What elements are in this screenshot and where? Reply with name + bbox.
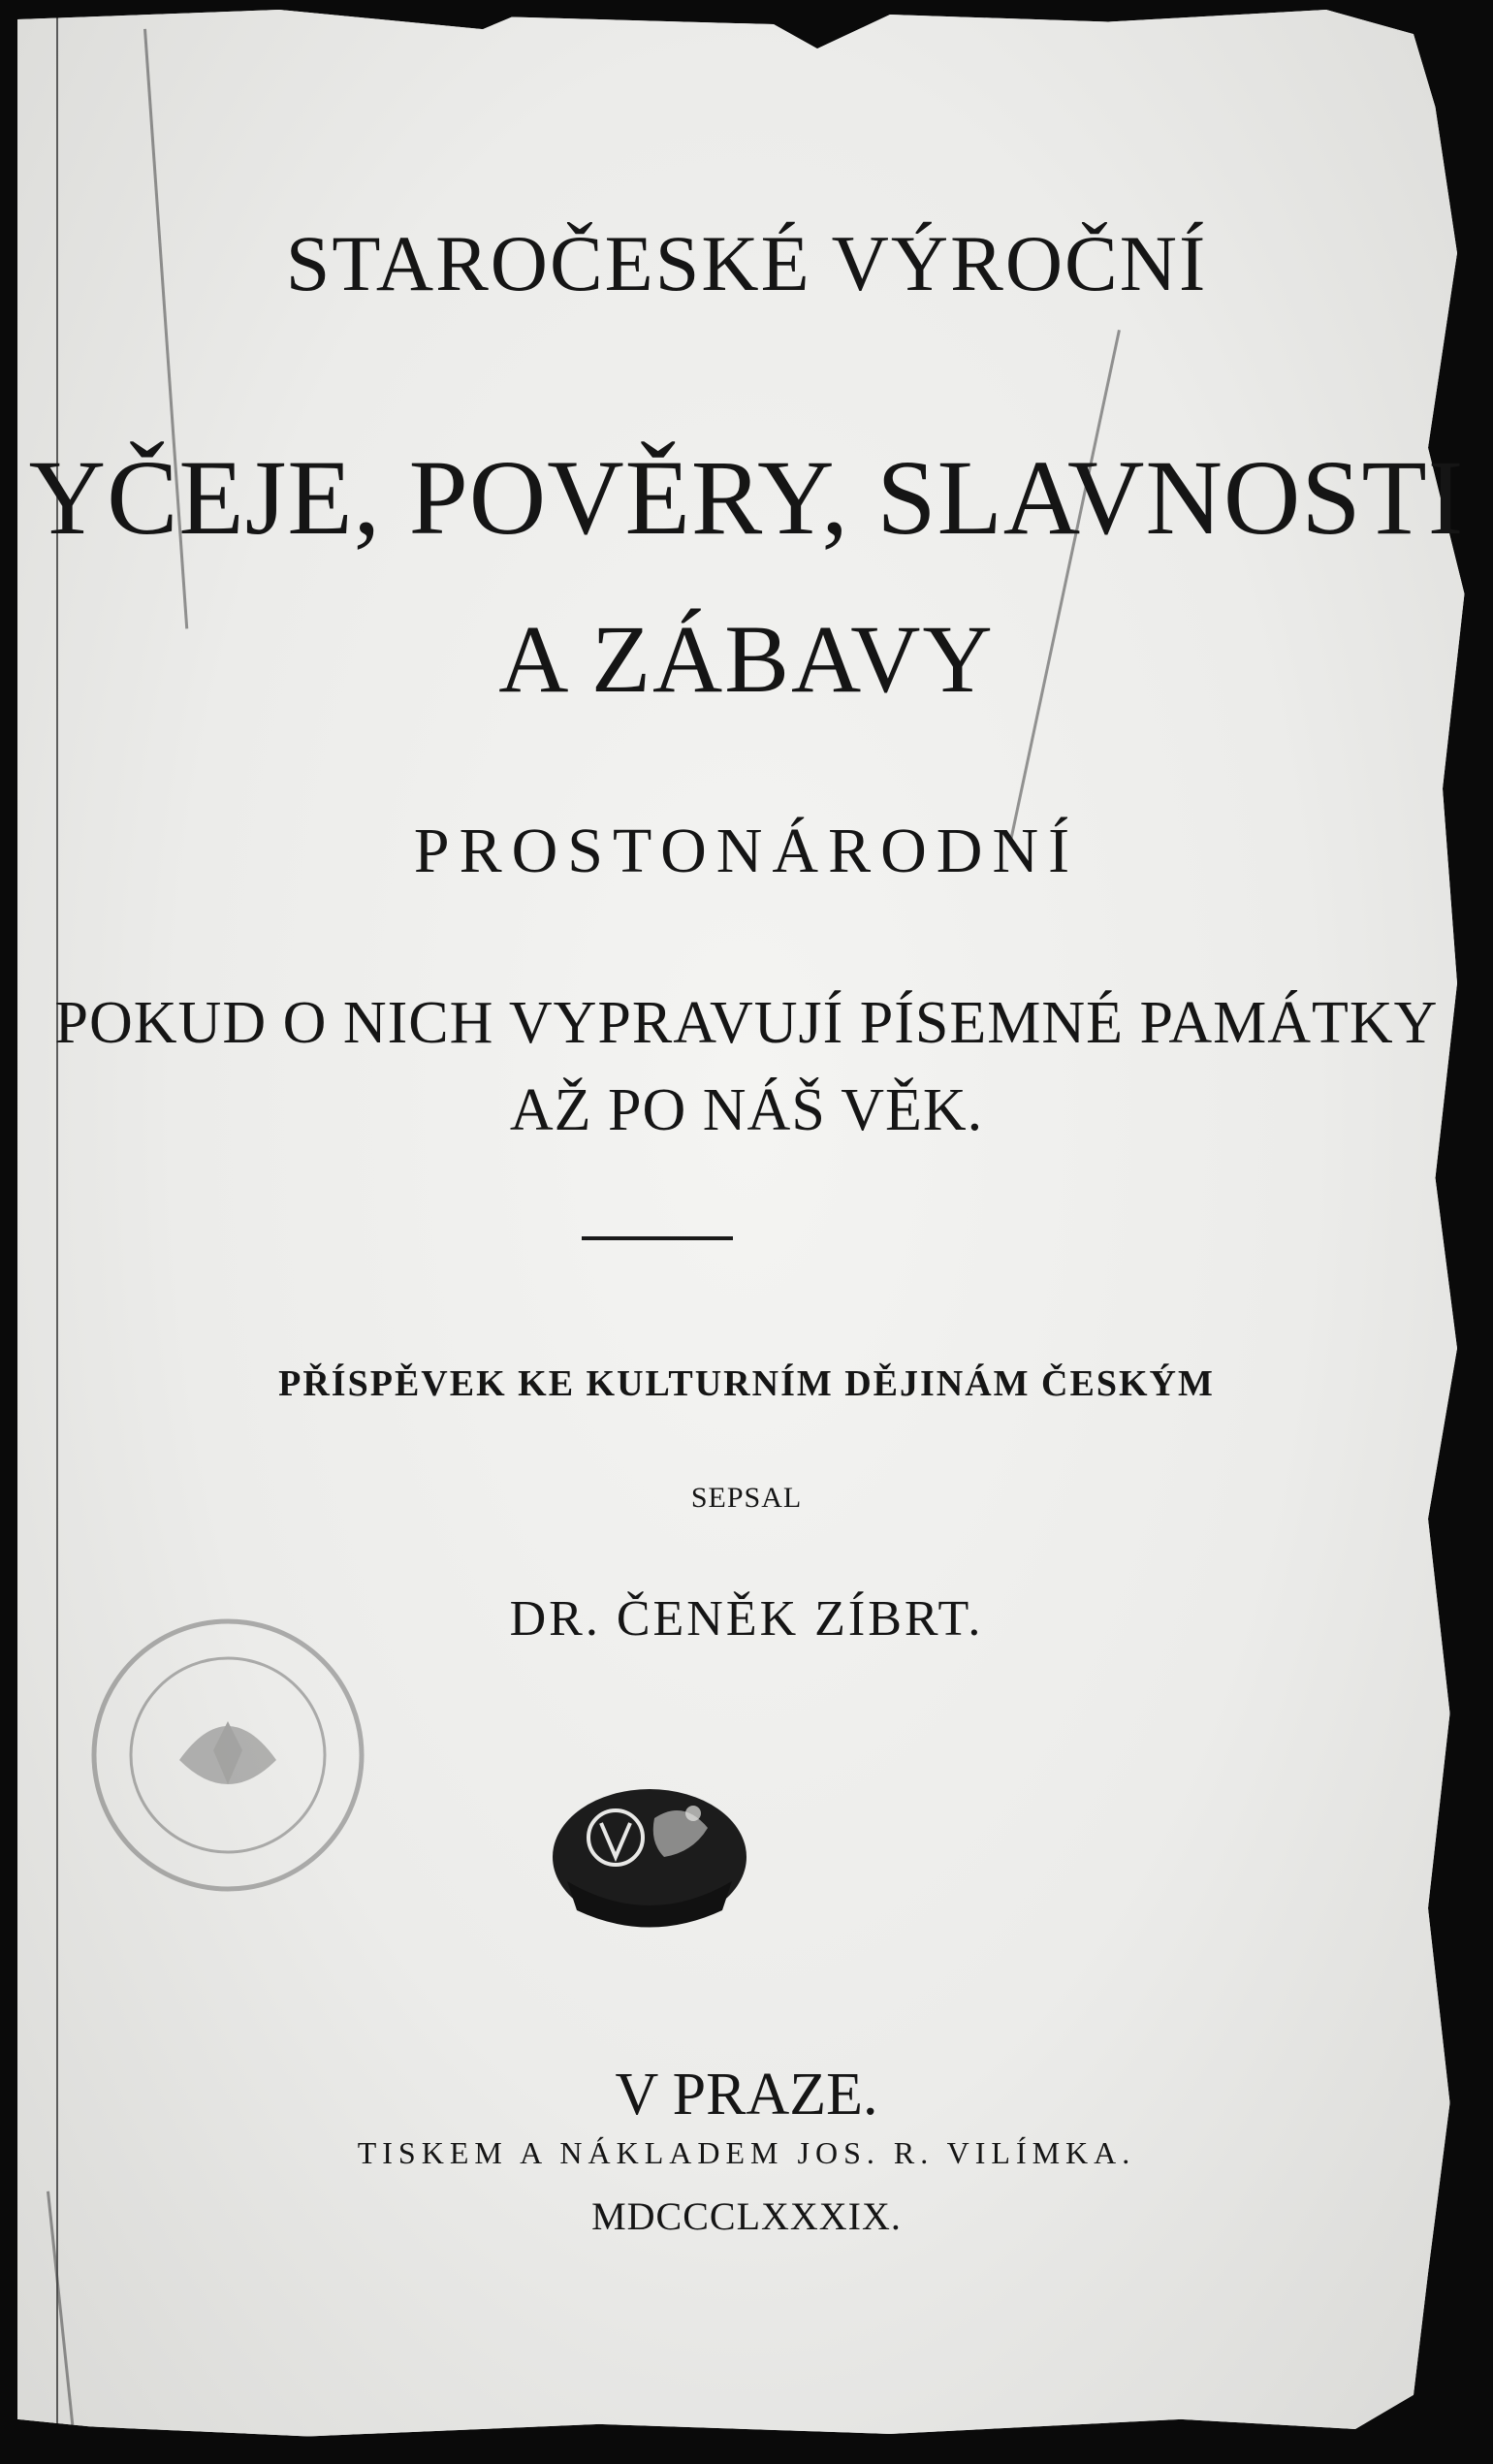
title-line-4: PROSTONÁRODNÍ [413, 816, 1080, 886]
subtitle-line-1: POKUD O NICH VYPRAVUJÍ PÍSEMNÉ PAMÁTKY [54, 990, 1439, 1056]
title-line-1: STAROČESKÉ VÝROČNÍ [285, 219, 1208, 307]
imprint-printer: TISKEM A NÁKLADEM JOS. R. VILÍMKA. [357, 2135, 1136, 2170]
contribution-line: PŘÍSPĚVEK KE KULTURNÍM DĚJINÁM ČESKÝM [278, 1363, 1215, 1404]
sepsal-label: SEPSAL [690, 1482, 803, 1514]
imprint-year: MDCCCLXXXIX. [591, 2194, 902, 2238]
title-line-3: A ZÁBAVY [498, 605, 995, 713]
divider-rule [582, 1236, 733, 1240]
library-stamp-icon [87, 1615, 368, 1896]
imprint-city: V PRAZE. [615, 2062, 878, 2128]
subtitle-line-2: AŽ PO NÁŠ VĚK. [509, 1077, 984, 1143]
author-name: DR. ČENĚK ZÍBRT. [509, 1591, 984, 1647]
publisher-emblem-icon [548, 1765, 751, 1939]
title-line-2: YČEJE, POVĚRY, SLAVNOSTI [28, 438, 1465, 557]
paper-crack [1009, 330, 1121, 843]
